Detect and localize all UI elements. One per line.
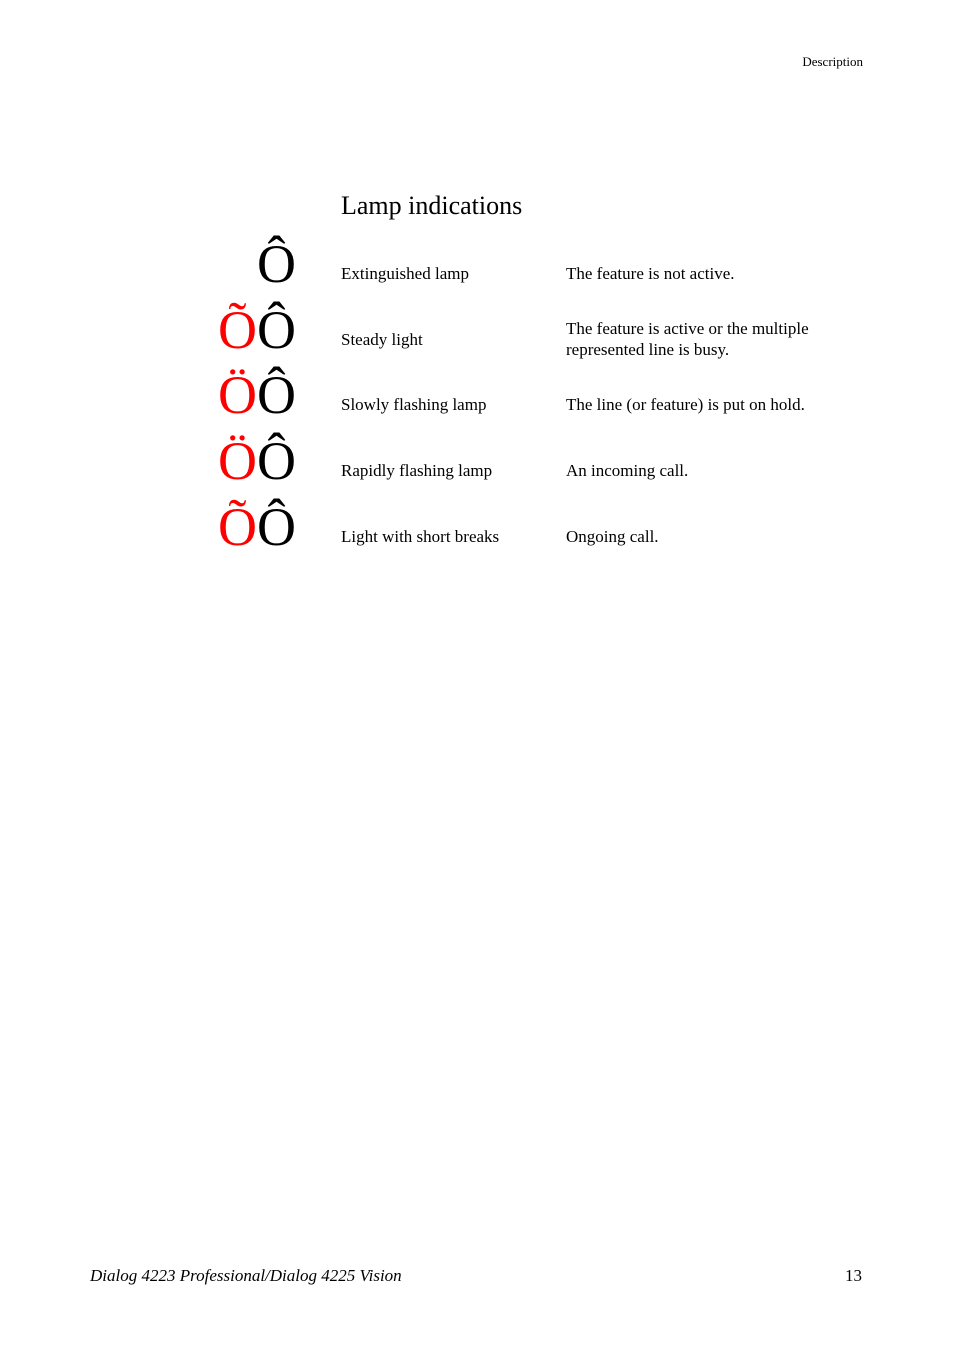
lamp-row-extinguished: [0, 234, 954, 294]
section-title: Lamp indications: [341, 191, 523, 220]
page-number: 13: [845, 1266, 862, 1285]
lamp-description: Ongoing call.: [566, 527, 659, 546]
lamp-steady-icon: ÕÔ: [218, 300, 296, 360]
lamp-slow-flash-icon: ÖÔ: [218, 365, 296, 425]
lamp-description: The feature is not active.: [566, 264, 735, 283]
lamp-short-breaks-icon: ÕÔ: [218, 497, 296, 557]
lamp-description: The feature is active or the multiple represented line is busy.: [566, 319, 809, 359]
running-header: Description: [802, 54, 863, 69]
lamp-description: The line (or feature) is put on hold.: [566, 395, 805, 414]
lamp-off-icon: Ô: [257, 234, 296, 294]
lamp-name: Steady light: [341, 330, 423, 349]
lamp-row-slow-flash: [0, 365, 954, 425]
lamp-name: Rapidly flashing lamp: [341, 461, 493, 480]
lamp-name: Light with short breaks: [341, 527, 500, 546]
lamp-row-short-breaks: [0, 497, 954, 557]
lamp-name: Slowly flashing lamp: [341, 395, 487, 414]
lamp-rapid-flash-icon: ÖÔ: [218, 431, 296, 491]
lamp-description: An incoming call.: [566, 461, 689, 480]
footer-document-title: Dialog 4223 Professional/Dialog 4225 Vision: [90, 1266, 402, 1285]
lamp-row-rapid-flash: [0, 431, 954, 491]
lamp-name: Extinguished lamp: [341, 264, 469, 283]
lamp-row-steady: [0, 300, 954, 360]
